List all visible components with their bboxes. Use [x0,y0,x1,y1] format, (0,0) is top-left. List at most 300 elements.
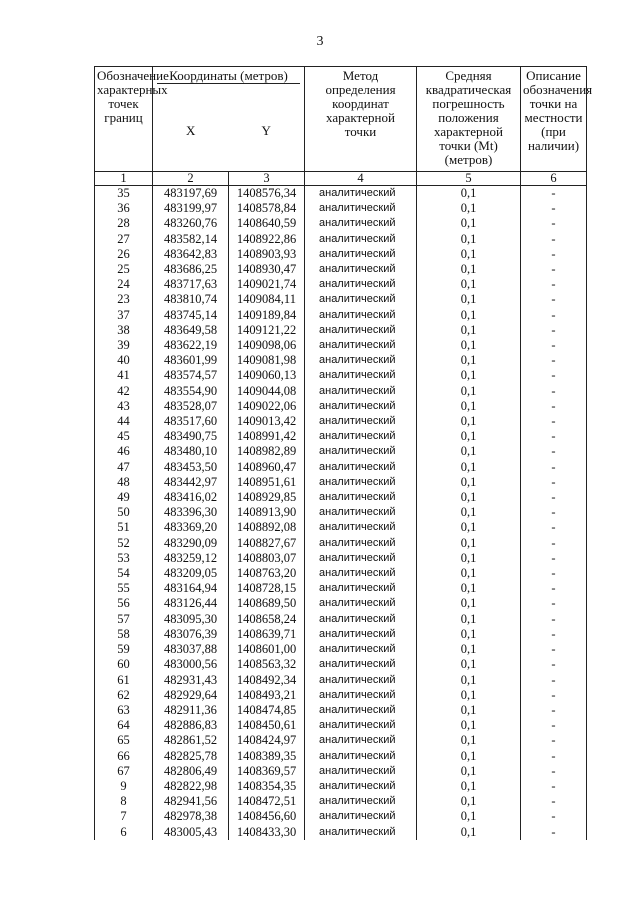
point-number: 56 [95,596,153,611]
x-coordinate: 483000,56 [153,657,229,672]
table-row [95,429,587,444]
x-coordinate: 482941,56 [153,794,229,809]
description: - [521,809,587,824]
method: аналитический [305,505,417,520]
table-row [95,520,587,535]
point-number: 49 [95,490,153,505]
method: аналитический [305,718,417,733]
y-coordinate: 1408929,85 [229,490,305,505]
header-coordinates-label: Координаты (метров) [157,69,300,84]
error-value: 0,1 [417,216,521,231]
error-value: 0,1 [417,612,521,627]
method: аналитический [305,703,417,718]
error-value: 0,1 [417,232,521,247]
x-coordinate: 483480,10 [153,444,229,459]
method: аналитический [305,216,417,231]
method: аналитический [305,368,417,383]
point-number: 52 [95,536,153,551]
error-value: 0,1 [417,368,521,383]
point-number: 46 [95,444,153,459]
error-value: 0,1 [417,627,521,642]
table-row [95,551,587,566]
table-row [95,718,587,733]
error-value: 0,1 [417,277,521,292]
method: аналитический [305,627,417,642]
y-coordinate: 1408601,00 [229,642,305,657]
x-coordinate: 483453,50 [153,460,229,475]
method: аналитический [305,673,417,688]
point-number: 8 [95,794,153,809]
method: аналитический [305,277,417,292]
table-row [95,368,587,383]
description: - [521,596,587,611]
method: аналитический [305,764,417,779]
table-row [95,673,587,688]
error-value: 0,1 [417,551,521,566]
error-value: 0,1 [417,201,521,216]
table-row [95,703,587,718]
table-row [95,277,587,292]
x-coordinate: 483717,63 [153,277,229,292]
x-coordinate: 483490,75 [153,429,229,444]
point-number: 35 [95,186,153,202]
point-number: 65 [95,733,153,748]
y-coordinate: 1408803,07 [229,551,305,566]
y-coordinate: 1408456,60 [229,809,305,824]
x-coordinate: 483199,97 [153,201,229,216]
y-coordinate: 1408827,67 [229,536,305,551]
y-coordinate: 1409098,06 [229,338,305,353]
x-coordinate: 483554,90 [153,384,229,399]
point-number: 45 [95,429,153,444]
description: - [521,794,587,809]
point-number: 44 [95,414,153,429]
description: - [521,733,587,748]
method: аналитический [305,444,417,459]
x-coordinate: 482931,43 [153,673,229,688]
y-coordinate: 1408424,97 [229,733,305,748]
point-number: 53 [95,551,153,566]
y-coordinate: 1408728,15 [229,581,305,596]
description: - [521,444,587,459]
description: - [521,581,587,596]
description: - [521,566,587,581]
x-coordinate: 482911,36 [153,703,229,718]
page-number: 3 [316,34,324,49]
table-row [95,444,587,459]
table-row [95,596,587,611]
header-x: X [153,124,229,172]
error-value: 0,1 [417,384,521,399]
x-coordinate: 483290,09 [153,536,229,551]
point-number: 67 [95,764,153,779]
x-coordinate: 483582,14 [153,232,229,247]
table-row [95,490,587,505]
error-value: 0,1 [417,520,521,535]
method: аналитический [305,581,417,596]
method: аналитический [305,490,417,505]
column-index-row [95,172,587,186]
point-number: 59 [95,642,153,657]
point-number: 64 [95,718,153,733]
method: аналитический [305,475,417,490]
error-value: 0,1 [417,414,521,429]
error-value: 0,1 [417,490,521,505]
description: - [521,399,587,414]
point-number: 37 [95,308,153,323]
table-row [95,749,587,764]
point-number: 51 [95,520,153,535]
x-coordinate: 483442,97 [153,475,229,490]
method: аналитический [305,338,417,353]
method: аналитический [305,520,417,535]
table-row [95,399,587,414]
error-value: 0,1 [417,505,521,520]
point-number: 60 [95,657,153,672]
x-coordinate: 482861,52 [153,733,229,748]
x-coordinate: 483649,58 [153,323,229,338]
table-row [95,323,587,338]
method: аналитический [305,596,417,611]
description: - [521,718,587,733]
y-coordinate: 1408492,34 [229,673,305,688]
method: аналитический [305,657,417,672]
description: - [521,292,587,307]
column-index: 1 [95,172,153,186]
error-value: 0,1 [417,429,521,444]
x-coordinate: 483642,83 [153,247,229,262]
description: - [521,323,587,338]
y-coordinate: 1408960,47 [229,460,305,475]
x-coordinate: 482822,98 [153,779,229,794]
coordinates-table [94,66,593,840]
header-point: Обозначение характерных точек границ [95,67,153,172]
method: аналитический [305,733,417,748]
header-error: Средняя квадратическая погрешность положения характерной точки (Mt) (метров) [417,67,521,172]
error-value: 0,1 [417,308,521,323]
error-value: 0,1 [417,809,521,824]
method: аналитический [305,292,417,307]
point-number: 24 [95,277,153,292]
table-row [95,733,587,748]
y-coordinate: 1408951,61 [229,475,305,490]
table-row [95,262,587,277]
point-number: 47 [95,460,153,475]
point-number: 41 [95,368,153,383]
description: - [521,642,587,657]
y-coordinate: 1408433,30 [229,825,305,840]
table-row [95,581,587,596]
header-coordinates [153,67,305,124]
error-value: 0,1 [417,247,521,262]
y-coordinate: 1408576,34 [229,186,305,202]
x-coordinate: 483810,74 [153,292,229,307]
column-index: 6 [521,172,587,186]
table-row [95,794,587,809]
error-value: 0,1 [417,688,521,703]
error-value: 0,1 [417,718,521,733]
x-coordinate: 483686,25 [153,262,229,277]
error-value: 0,1 [417,596,521,611]
y-coordinate: 1408563,32 [229,657,305,672]
description: - [521,277,587,292]
point-number: 6 [95,825,153,840]
table-row [95,688,587,703]
point-number: 28 [95,216,153,231]
y-coordinate: 1408389,35 [229,749,305,764]
description: - [521,703,587,718]
y-coordinate: 1408982,89 [229,444,305,459]
y-coordinate: 1408474,85 [229,703,305,718]
y-coordinate: 1409060,13 [229,368,305,383]
y-coordinate: 1409044,08 [229,384,305,399]
table-body [95,186,587,840]
method: аналитический [305,749,417,764]
x-coordinate: 483005,43 [153,825,229,840]
description: - [521,490,587,505]
method: аналитический [305,232,417,247]
y-coordinate: 1408903,93 [229,247,305,262]
description: - [521,520,587,535]
x-coordinate: 483528,07 [153,399,229,414]
description: - [521,429,587,444]
y-coordinate: 1408354,35 [229,779,305,794]
error-value: 0,1 [417,353,521,368]
table-row [95,353,587,368]
y-coordinate: 1409022,06 [229,399,305,414]
description: - [521,201,587,216]
table-row [95,566,587,581]
table-row [95,764,587,779]
table-row [95,308,587,323]
point-number: 63 [95,703,153,718]
point-number: 9 [95,779,153,794]
point-number: 61 [95,673,153,688]
table-row [95,825,587,840]
point-number: 7 [95,809,153,824]
error-value: 0,1 [417,323,521,338]
method: аналитический [305,308,417,323]
table-row [95,247,587,262]
point-number: 36 [95,201,153,216]
error-value: 0,1 [417,794,521,809]
description: - [521,779,587,794]
table-row [95,460,587,475]
error-value: 0,1 [417,779,521,794]
method: аналитический [305,779,417,794]
error-value: 0,1 [417,399,521,414]
y-coordinate: 1408930,47 [229,262,305,277]
method: аналитический [305,688,417,703]
error-value: 0,1 [417,749,521,764]
point-number: 50 [95,505,153,520]
table-row [95,642,587,657]
error-value: 0,1 [417,566,521,581]
x-coordinate: 483126,44 [153,596,229,611]
method: аналитический [305,414,417,429]
error-value: 0,1 [417,460,521,475]
point-number: 48 [95,475,153,490]
x-coordinate: 483095,30 [153,612,229,627]
point-number: 42 [95,384,153,399]
table-row [95,186,587,202]
point-number: 40 [95,353,153,368]
method: аналитический [305,460,417,475]
method: аналитический [305,201,417,216]
point-number: 66 [95,749,153,764]
table-row [95,384,587,399]
y-coordinate: 1408689,50 [229,596,305,611]
table-row [95,612,587,627]
description: - [521,247,587,262]
x-coordinate: 483396,30 [153,505,229,520]
method: аналитический [305,384,417,399]
x-coordinate: 483369,20 [153,520,229,535]
description: - [521,460,587,475]
table-row [95,414,587,429]
x-coordinate: 483574,57 [153,368,229,383]
error-value: 0,1 [417,536,521,551]
description: - [521,232,587,247]
y-coordinate: 1408991,42 [229,429,305,444]
description: - [521,262,587,277]
y-coordinate: 1408892,08 [229,520,305,535]
x-coordinate: 483517,60 [153,414,229,429]
table-row [95,475,587,490]
point-number: 27 [95,232,153,247]
error-value: 0,1 [417,657,521,672]
error-value: 0,1 [417,703,521,718]
point-number: 62 [95,688,153,703]
table-row [95,536,587,551]
y-coordinate: 1409121,22 [229,323,305,338]
y-coordinate: 1408472,51 [229,794,305,809]
description: - [521,627,587,642]
y-coordinate: 1409081,98 [229,353,305,368]
description: - [521,186,587,202]
y-coordinate: 1408763,20 [229,566,305,581]
method: аналитический [305,566,417,581]
description: - [521,673,587,688]
point-number: 43 [95,399,153,414]
table-row [95,779,587,794]
description: - [521,551,587,566]
error-value: 0,1 [417,581,521,596]
method: аналитический [305,399,417,414]
point-number: 38 [95,323,153,338]
method: аналитический [305,247,417,262]
method: аналитический [305,825,417,840]
description: - [521,338,587,353]
y-coordinate: 1408639,71 [229,627,305,642]
error-value: 0,1 [417,338,521,353]
x-coordinate: 483197,69 [153,186,229,202]
x-coordinate: 482929,64 [153,688,229,703]
description: - [521,688,587,703]
method: аналитический [305,353,417,368]
x-coordinate: 483622,19 [153,338,229,353]
column-index: 2 [153,172,229,186]
description: - [521,414,587,429]
y-coordinate: 1408450,61 [229,718,305,733]
method: аналитический [305,186,417,202]
description: - [521,353,587,368]
header-description: Описание обозначения точки на местности (при наличии) [521,67,587,172]
error-value: 0,1 [417,733,521,748]
description: - [521,536,587,551]
point-number: 25 [95,262,153,277]
point-number: 58 [95,627,153,642]
table-row [95,505,587,520]
error-value: 0,1 [417,475,521,490]
table-row [95,232,587,247]
y-coordinate: 1409013,42 [229,414,305,429]
description: - [521,384,587,399]
table-row [95,627,587,642]
y-coordinate: 1409021,74 [229,277,305,292]
point-number: 57 [95,612,153,627]
x-coordinate: 483259,12 [153,551,229,566]
table-row [95,201,587,216]
method: аналитический [305,429,417,444]
method: аналитический [305,262,417,277]
y-coordinate: 1408913,90 [229,505,305,520]
description: - [521,368,587,383]
description: - [521,764,587,779]
description: - [521,749,587,764]
method: аналитический [305,551,417,566]
description: - [521,475,587,490]
description: - [521,657,587,672]
point-number: 55 [95,581,153,596]
x-coordinate: 482825,78 [153,749,229,764]
x-coordinate: 483260,76 [153,216,229,231]
point-number: 26 [95,247,153,262]
x-coordinate: 482806,49 [153,764,229,779]
description: - [521,308,587,323]
error-value: 0,1 [417,444,521,459]
error-value: 0,1 [417,825,521,840]
method: аналитический [305,536,417,551]
method: аналитический [305,323,417,338]
method: аналитический [305,794,417,809]
x-coordinate: 482886,83 [153,718,229,733]
method: аналитический [305,809,417,824]
table-row [95,338,587,353]
error-value: 0,1 [417,262,521,277]
y-coordinate: 1408922,86 [229,232,305,247]
point-number: 54 [95,566,153,581]
error-value: 0,1 [417,292,521,307]
table-row [95,657,587,672]
header-y: Y [229,124,305,172]
y-coordinate: 1409189,84 [229,308,305,323]
point-number: 23 [95,292,153,307]
x-coordinate: 483037,88 [153,642,229,657]
error-value: 0,1 [417,673,521,688]
table-row [95,216,587,231]
method: аналитический [305,612,417,627]
x-coordinate: 483076,39 [153,627,229,642]
column-index: 3 [229,172,305,186]
y-coordinate: 1409084,11 [229,292,305,307]
y-coordinate: 1408369,57 [229,764,305,779]
description: - [521,825,587,840]
x-coordinate: 483601,99 [153,353,229,368]
error-value: 0,1 [417,642,521,657]
description: - [521,612,587,627]
description: - [521,505,587,520]
